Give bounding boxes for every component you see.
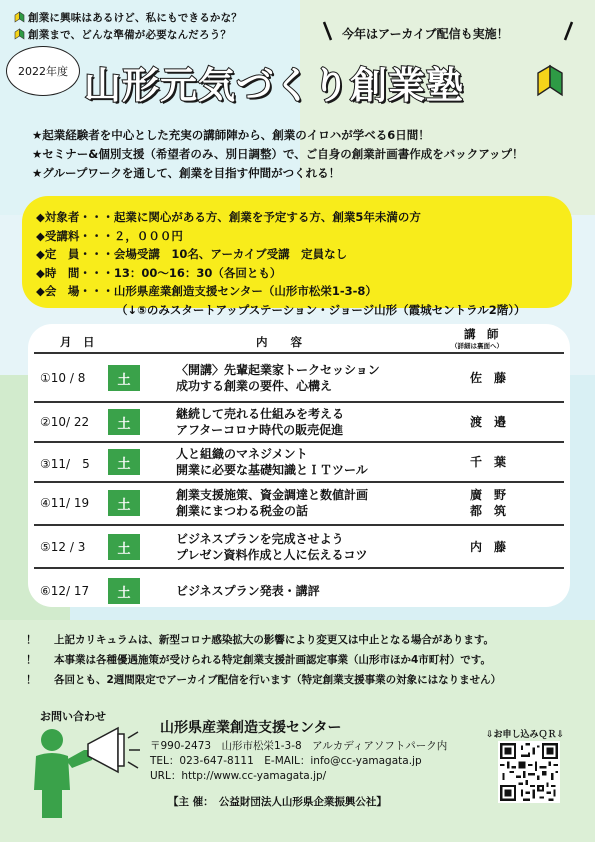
overview-item: ◆時 間・・・13：00～16：30（各回とも） xyxy=(36,265,282,280)
url-link[interactable]: URL：http://www.cc-yamagata.jp/ xyxy=(150,770,327,782)
row-day: 土 xyxy=(108,490,140,516)
row-content-2: プレゼン資料作成と人に伝えるコツ xyxy=(176,548,368,562)
note-text: 各回とも、2週間限定でアーカイブ配信を行います（特定創業支援事業の対象にはなりません） xyxy=(54,674,502,686)
overview-item: ◆定 員・・・会場受講 10名、アーカイブ受講 定員なし xyxy=(36,247,348,261)
tel-email-text[interactable]: TEL：023-647-8111 E-MAIL：info@cc-yamagata.jp xyxy=(150,755,422,767)
wakaba-mark-icon xyxy=(14,10,25,23)
wakaba-mark-icon xyxy=(536,62,564,98)
row-date: ④11/ 19 xyxy=(40,496,90,510)
row-date: ②10/ 22 xyxy=(40,415,90,429)
megaphone-person-icon xyxy=(22,720,142,820)
feature-item: ★起業経験者を中心とした充実の講師陣から、創業のイロハが学べる6日間！ xyxy=(32,128,430,142)
table-row xyxy=(28,485,570,521)
row-lecturer: 渡 邉 xyxy=(469,415,506,429)
row-date: ⑥12/ 17 xyxy=(40,584,90,598)
row-divider xyxy=(34,401,564,403)
notes-list xyxy=(26,630,501,690)
row-lecturer: 都 筑 xyxy=(469,504,506,518)
row-day: 土 xyxy=(108,578,140,604)
row-lecturer: 千 葉 xyxy=(469,455,506,469)
note-mark: ！ xyxy=(26,654,37,666)
row-day: 土 xyxy=(108,409,140,435)
question-text: 創業まで、どんな準備が必要なんだろう？ xyxy=(28,29,232,41)
row-content-2: 開業に必要な基礎知識とＩＴツール xyxy=(176,463,368,477)
feature-item: ★セミナー&個別支援（希望者のみ、別日調整）で、ご自身の創業計画書作成をバックアップ！ xyxy=(32,147,524,161)
row-day: 土 xyxy=(108,365,140,391)
qr-code-icon[interactable] xyxy=(498,741,560,803)
contact-label: お問い合わせ xyxy=(40,710,106,723)
year-badge-text: 2022年度 xyxy=(18,65,68,78)
qr-label: ⇩お申し込みＱＲ⇩ xyxy=(486,730,565,740)
overview-item: ◆対象者・・・起業に関心がある方、創業を予定する方、創業5年未満の方 xyxy=(36,210,421,224)
note-mark: ！ xyxy=(26,634,37,646)
row-content-2: アフターコロナ時代の販売促進 xyxy=(176,423,344,437)
feature-item: ★グループワークを通して、創業を目指す仲間がつくれる！ xyxy=(32,166,341,180)
row-divider xyxy=(34,524,564,526)
wakaba-mark-icon xyxy=(14,27,25,40)
row-divider xyxy=(34,481,564,483)
note-item xyxy=(26,670,501,690)
row-lecturer: 内 藤 xyxy=(469,540,506,554)
feature-list xyxy=(32,126,524,183)
table-row xyxy=(28,360,570,396)
page-title: 山形元気づくり創業塾 xyxy=(84,64,464,107)
question-text: 創業に興味はあるけど、私にもできるかな？ xyxy=(28,12,242,24)
row-content-1: ビジネスプラン発表・講評 xyxy=(176,584,320,598)
row-content-2: 創業にまつわる税金の話 xyxy=(176,504,309,518)
row-content-1: 創業支援施策、資金調達と数値計画 xyxy=(176,488,369,502)
row-content-1: ビジネスプランを完成させよう xyxy=(176,532,344,546)
contact-details xyxy=(150,739,447,784)
row-content-1: 〈開講〉先輩起業家トークセッション xyxy=(176,363,380,377)
row-day: 土 xyxy=(108,534,140,560)
note-text: 上記カリキュラムは、新型コロナ感染拡大の影響により変更又は中止となる場合があります。 xyxy=(54,634,495,646)
schedule-table xyxy=(28,324,570,607)
org-name: 山形県産業創造支援センター xyxy=(160,720,342,736)
header-content: 内 容 xyxy=(256,335,302,349)
header-lecturer: 講 師 xyxy=(464,327,499,341)
sponsor-text: 【主 催： 公益財団法人山形県企業振興公社】 xyxy=(168,796,387,808)
table-row xyxy=(28,573,570,609)
overview-box xyxy=(22,196,572,317)
row-content-2: 成功する創業の要件、心構え xyxy=(176,379,333,393)
table-row xyxy=(28,404,570,440)
archive-note: 今年はアーカイブ配信も実施！ xyxy=(342,27,509,41)
table-row xyxy=(28,529,570,565)
note-item xyxy=(26,630,501,650)
row-divider xyxy=(34,441,564,443)
overview-item: ◆会 場・・・山形県産業創造支援センター（山形市松栄1-3-8） xyxy=(36,284,377,298)
header-question-1 xyxy=(14,10,242,25)
header-date: 月 日 xyxy=(60,335,95,349)
row-lecturer: 佐 藤 xyxy=(469,371,506,385)
row-lecturer: 廣 野 xyxy=(469,488,506,502)
header-lecturer-note: （詳細は裏面へ） xyxy=(451,342,503,350)
table-row xyxy=(28,444,570,480)
year-badge xyxy=(6,46,80,96)
row-content-1: 継続して売れる仕組みを考える xyxy=(176,407,345,421)
note-text: 本事業は各種優遇施策が受けられる特定創業支援計画認定事業（山形市ほか4市町村）です。 xyxy=(54,654,491,666)
row-date: ⑤12 / 3 xyxy=(40,540,86,554)
row-content-1: 人と組織のマネジメント xyxy=(176,447,308,461)
overview-item: （↓⑤のみスタートアップステーション・ジョージ山形（霞城セントラル2階）） xyxy=(116,302,526,317)
overview-item: ◆受講料・・・２，０００円 xyxy=(36,228,183,243)
row-date: ①10 / 8 xyxy=(40,371,86,385)
note-mark: ！ xyxy=(26,674,37,686)
row-divider xyxy=(34,352,564,354)
row-date: ③11/ 5 xyxy=(40,457,90,471)
address-text: 〒990-2473 山形市松栄1-3-8 アルカディアソフトパーク内 xyxy=(150,740,448,752)
row-day: 土 xyxy=(108,449,140,475)
header-question-2 xyxy=(14,27,231,42)
row-divider xyxy=(34,567,564,569)
note-item xyxy=(26,650,501,670)
